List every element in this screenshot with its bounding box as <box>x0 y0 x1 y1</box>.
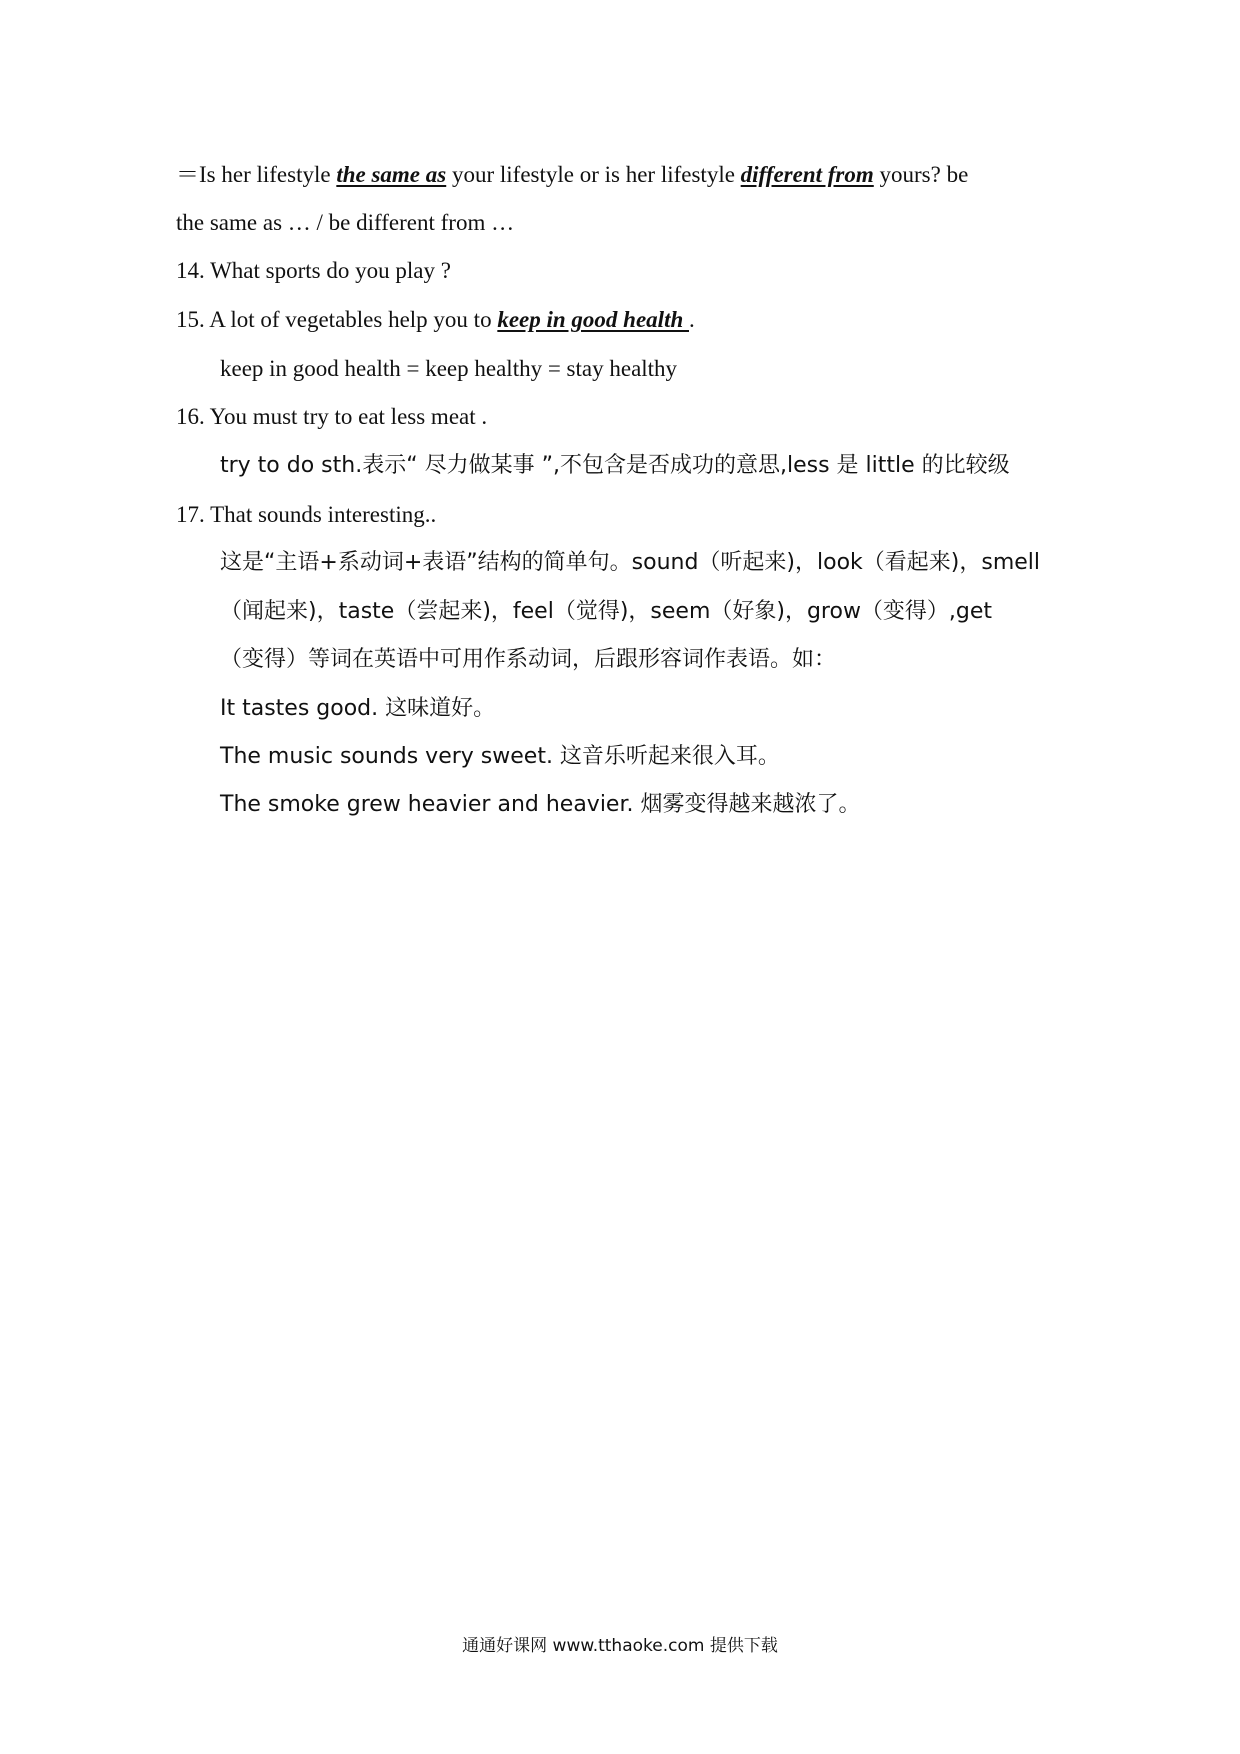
text-span: try to do sth.表示“ 尽力做某事 ”,不包含是否成功的意思,less 是 little 的比较级 <box>220 453 1010 478</box>
text-span: the same as … / be different from … <box>176 210 515 235</box>
text-span: . <box>689 307 695 332</box>
text-span: It tastes good. 这味道好。 <box>220 696 496 721</box>
text-span: （闻起来)，taste（尝起来)，feel（觉得)，seem（好象)，grow（变得）,get <box>220 599 993 624</box>
example-2 <box>220 742 780 772</box>
text-span: The smoke grew heavier and heavier. 烟雾变得越来越浓了。 <box>220 792 861 817</box>
note-keep-healthy <box>220 354 677 384</box>
text-span: 15. A lot of vegetables help you to <box>176 307 498 332</box>
text-span: 17. That sounds interesting.. <box>176 502 437 527</box>
note-linking-verbs-2 <box>220 597 992 627</box>
example-3 <box>220 790 860 820</box>
text-span: 这是“主语+系动词+表语”结构的简单句。sound（听起来)，look（看起来)，smell <box>220 550 1041 575</box>
text-span: keep in good health = keep healthy = stay healthy <box>220 356 678 381</box>
note-try-to-do <box>220 451 1010 481</box>
text-span: ＝Is her lifestyle <box>176 162 337 187</box>
example-1 <box>220 694 495 724</box>
item-15 <box>176 305 695 335</box>
highlight-phrase-different-from: different from <box>740 162 874 187</box>
note-linking-verbs-3 <box>220 645 836 675</box>
text-span: your lifestyle or is her lifestyle <box>446 162 741 187</box>
text-span: （变得）等词在英语中可用作系动词，后跟形容词作表语。如： <box>220 647 837 672</box>
item-17 <box>176 500 436 530</box>
text-span: 14. What sports do you play ? <box>176 258 451 283</box>
item-16 <box>176 402 487 432</box>
text-span: yours? be <box>873 162 969 187</box>
highlight-phrase-same-as: the same as <box>336 162 447 187</box>
text-span: The music sounds very sweet. 这音乐听起来很入耳。 <box>220 744 780 769</box>
note-linking-verbs-1 <box>220 548 1040 578</box>
text-span: 16. You must try to eat less meat . <box>176 404 488 429</box>
footer-credit: 通通好课网 www.tthaoke.com 提供下载 <box>462 1636 778 1656</box>
highlight-phrase-keep-in-good-health: keep in good health <box>497 307 689 332</box>
item-14 <box>176 256 451 286</box>
text-line-comparison <box>176 160 968 190</box>
text-line-phrases <box>176 208 514 238</box>
